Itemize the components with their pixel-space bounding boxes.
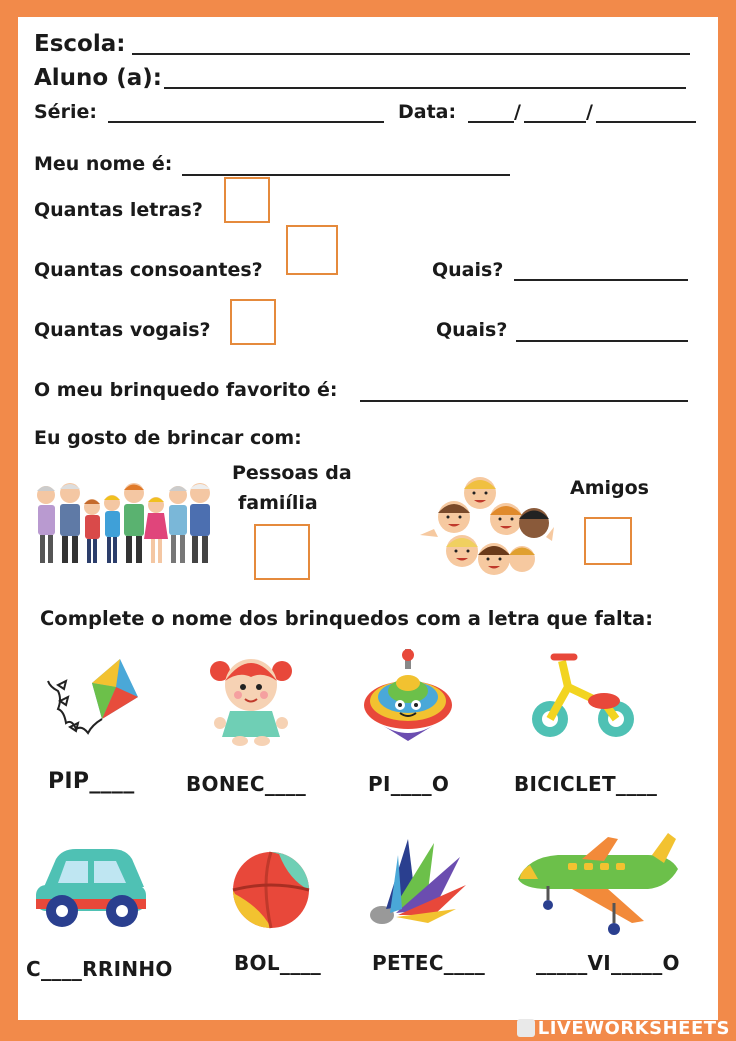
vowels-count-box[interactable] xyxy=(230,299,276,345)
word-bicycle[interactable]: BICICLET____ xyxy=(514,772,658,796)
date-separator: / xyxy=(586,101,593,123)
name-field[interactable] xyxy=(182,174,510,176)
word-spinning-top[interactable]: PI____O xyxy=(368,772,450,796)
grade-field[interactable] xyxy=(108,121,384,123)
friends-checkbox[interactable] xyxy=(584,517,632,565)
consonants-count-box[interactable] xyxy=(286,225,338,275)
name-label: Meu nome é: xyxy=(34,153,173,175)
student-label: Aluno (a): xyxy=(34,65,162,91)
school-label: Escola: xyxy=(34,31,126,57)
kids-icon xyxy=(418,473,554,585)
word-ball[interactable]: BOL____ xyxy=(234,951,322,975)
word-airplane[interactable]: _____VI_____O xyxy=(536,951,680,975)
family-icon xyxy=(32,477,214,567)
vowels-which-label: Quais? xyxy=(436,319,508,341)
shuttlecock-icon xyxy=(368,835,468,931)
brand-text: LIVEWORKSHEETS xyxy=(537,1018,730,1039)
worksheet xyxy=(18,17,718,1020)
date-year-field[interactable] xyxy=(596,121,696,123)
word-car[interactable]: C____RRINHO xyxy=(26,957,173,981)
grade-label: Série: xyxy=(34,101,97,123)
family-checkbox[interactable] xyxy=(254,524,310,580)
date-separator: / xyxy=(514,101,521,123)
family-label-line1: Pessoas da xyxy=(232,462,352,484)
date-month-field[interactable] xyxy=(524,121,586,123)
car-icon xyxy=(32,849,150,929)
vowels-label: Quantas vogais? xyxy=(34,319,211,341)
friends-label: Amigos xyxy=(570,477,649,499)
favorite-toy-label: O meu brinquedo favorito é: xyxy=(34,379,338,401)
school-field[interactable] xyxy=(132,53,690,55)
airplane-icon xyxy=(512,833,682,937)
brand-logo-icon xyxy=(517,1019,535,1037)
consonants-which-label: Quais? xyxy=(432,259,504,281)
spinning-top-icon xyxy=(362,649,454,749)
tricycle-icon xyxy=(528,653,636,743)
exercise-instruction: Complete o nome dos brinquedos com a letra que falta: xyxy=(40,607,654,630)
letters-label: Quantas letras? xyxy=(34,199,203,221)
word-shuttlecock[interactable]: PETEC____ xyxy=(372,951,486,975)
date-day-field[interactable] xyxy=(468,121,514,123)
word-doll[interactable]: BONEC____ xyxy=(186,772,307,796)
consonants-label: Quantas consoantes? xyxy=(34,259,263,281)
family-label-line2: famiília xyxy=(238,492,318,514)
student-field[interactable] xyxy=(164,87,686,89)
letters-count-box[interactable] xyxy=(224,177,270,223)
kite-icon xyxy=(42,657,142,749)
doll-icon xyxy=(208,651,294,745)
ball-icon xyxy=(232,851,310,929)
brand-watermark xyxy=(517,1018,730,1039)
word-kite[interactable]: PIP____ xyxy=(48,769,135,794)
date-label: Data: xyxy=(398,101,457,123)
favorite-toy-field[interactable] xyxy=(360,400,688,402)
consonants-which-field[interactable] xyxy=(514,279,688,281)
play-with-label: Eu gosto de brincar com: xyxy=(34,427,302,449)
vowels-which-field[interactable] xyxy=(516,340,688,342)
